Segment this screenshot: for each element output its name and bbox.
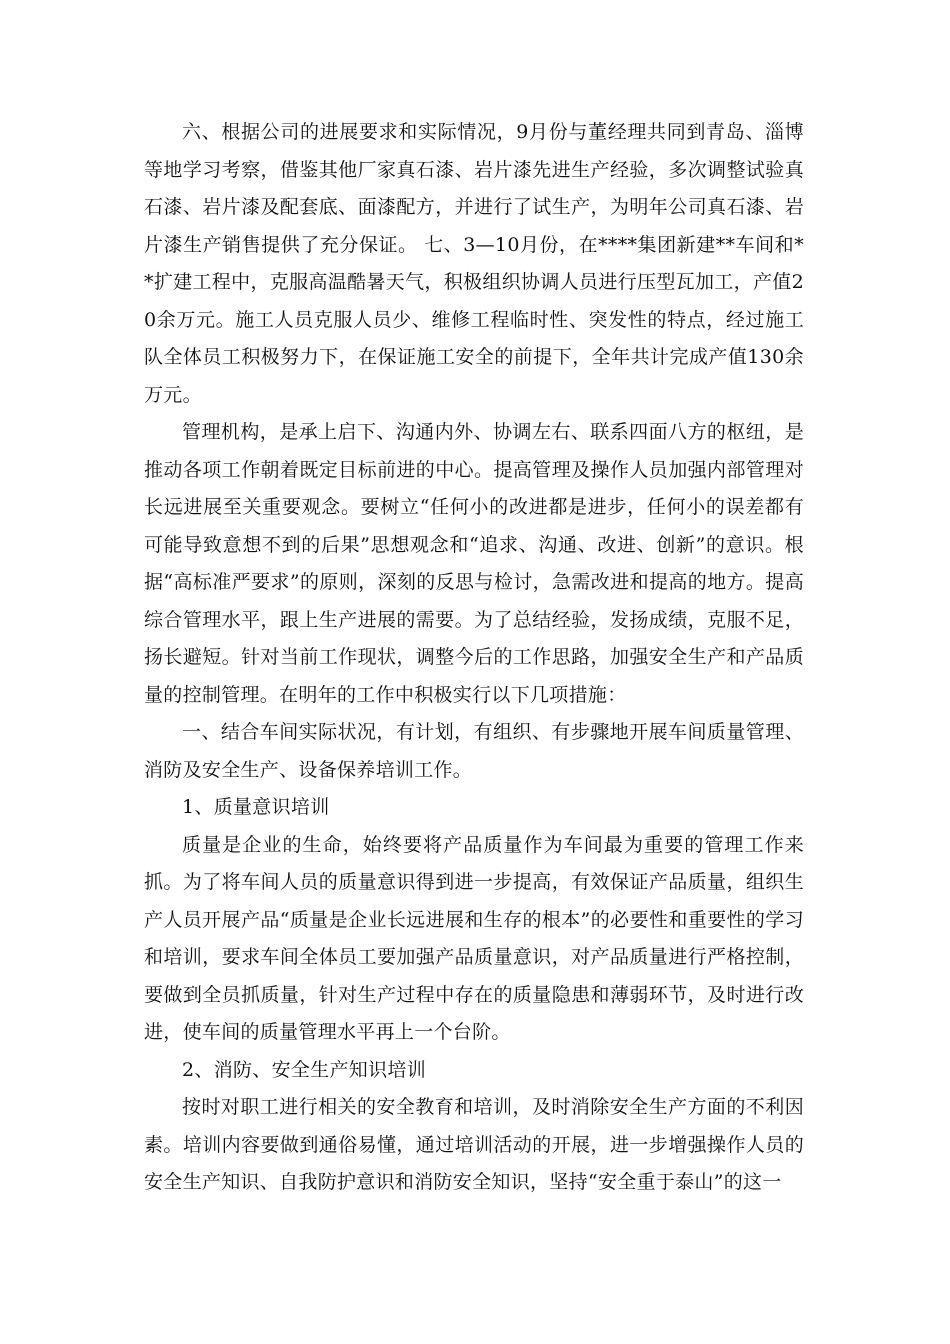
paragraph-quality: 质量是企业的生命，始终要将产品质量作为车间最为重要的管理工作来抓。为了将车间人员的质量意识得到进一步提高，有效保证产品质量，组织生产人员开展产品“质量是企业长远进展和生存的根本”的必要性和重要性的学习和培训，要求车间全体员工要加强产品质量意识，对产品质量进行严格控制，要做到全员抓质量，针对生产过程中存在的质量隐患和薄弱环节，及时进行改进，使车间的质量管理水平再上一个台阶。 [144, 833, 804, 1043]
paragraph-measure-one: 一、结合车间实际状况，有计划，有组织、有步骤地开展车间质量管理、消防及安全生产、设备保养培训工作。 [144, 721, 804, 781]
heading-quality-training: 1、质量意识培训 [182, 796, 330, 818]
heading-safety-training: 2、消防、安全生产知识培训 [182, 1058, 426, 1081]
paragraph-safety: 按时对职工进行相关的安全教育和培训，及时消除安全生产方面的不利因素。培训内容要做到通俗易懂，通过培训活动的开展，进一步增强操作人员的安全生产知识、自我防护意识和消防安全知识，坚持“安全重于泰山”的这一 [144, 1096, 804, 1193]
paragraph-item-six-and-seven: 六、根据公司的进展要求和实际情况，9月份与董经理共同到青岛、淄博等地学习考察，借鉴其他厂家真石漆、岩片漆先进生产经验，多次调整试验真石漆、岩片漆及配套底、面漆配方，并进行了试生产，为明年公司真石漆、岩片漆生产销售提供了充分保证。 七、3—10月份，在****集团新建**车间和**扩建工程中，克服高温酷暑天气，积极组织协调人员进行压型瓦加工，产值20余万元。施工人员克服人员少、维修工程临时性、突发性的特点，经过施工队全体员工积极努力下，在保证施工安全的前提下，全年共计完成产值130余万元。 [144, 121, 804, 406]
document-body [144, 114, 804, 1202]
paragraph-management: 管理机构，是承上启下、沟通内外、协调左右、联系四面八方的枢纽，是推动各项工作朝着既定目标前进的中心。提高管理及操作人员加强内部管理对长远进展至关重要观念。要树立“任何小的改进都是进步，任何小的误差都有可能导致意想不到的后果”思想观念和“追求、沟通、改进、创新”的意识。根据“高标准严要求”的原则，深刻的反思与检讨，急需改进和提高的地方。提高综合管理水平，跟上生产进展的需要。为了总结经验，发扬成绩，克服不足，扬长避短。针对当前工作现状，调整今后的工作思路，加强安全生产和产品质量的控制管理。在明年的工作中积极实行以下几项措施： [144, 421, 804, 706]
